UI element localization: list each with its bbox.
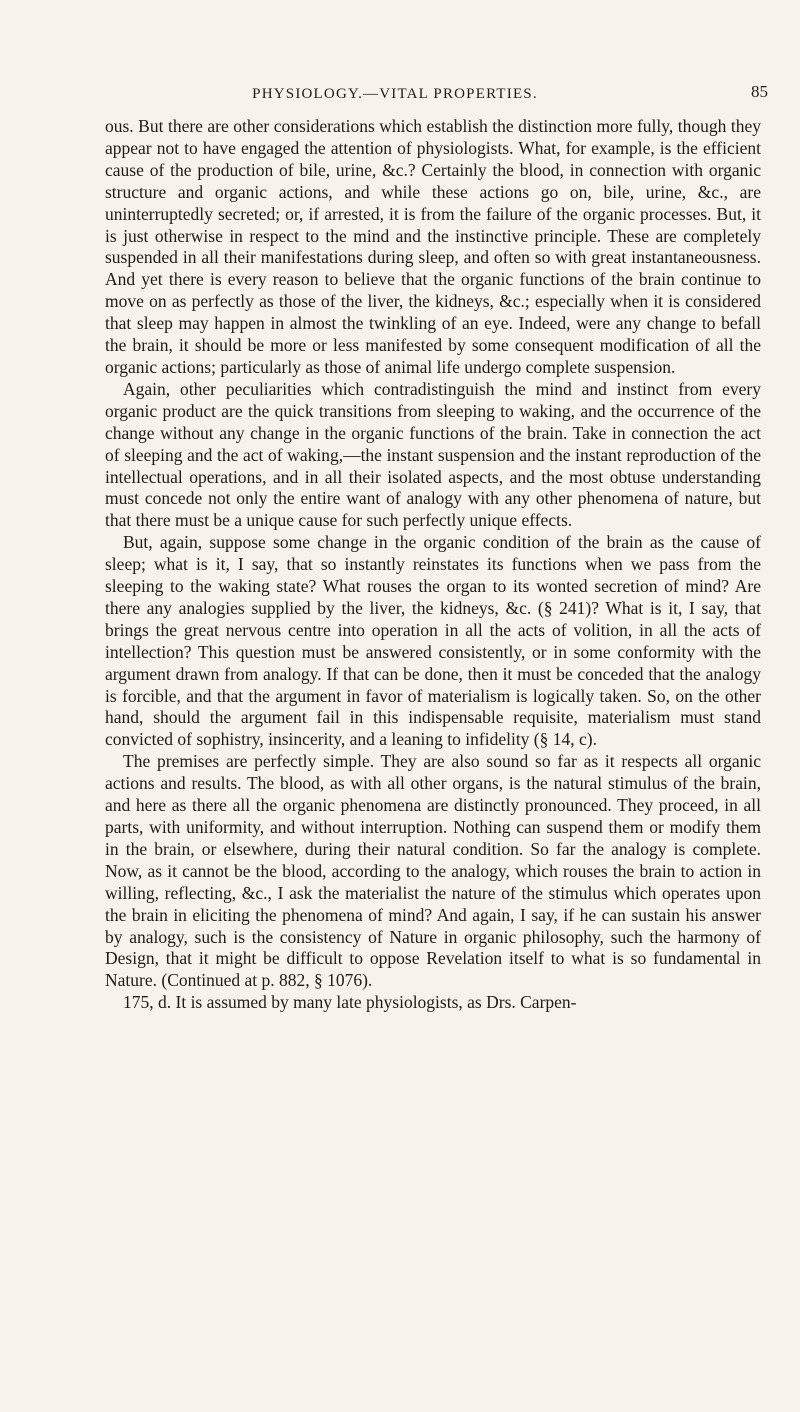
section-paragraph: 175, d. It is assumed by many late physiologists, as Drs. Carpen- bbox=[123, 992, 577, 1013]
page-number: 85 bbox=[751, 82, 768, 101]
paragraph: The premises are perfectly simple. They are also sound so far as it respects all organic actions and results. The blood, as with all other organs, is the natural stimulus of the brain, and here as there all the organic phenomena are distinctly pronounced. They proceed, in all parts, with uniformity, and without interruption. Nothing can suspend them or modify them in the brain, or elsewhere, during their natural condition. So far the analogy is complete. Now, as it cannot be the blood, according to the analogy, which rouses the brain to action in willing, reflecting, &c., I ask the materialist the nature of the stimulus which operates upon the brain in eliciting the phenomena of mind? And again, I say, if he can sustain his answer by analogy, such is the consistency of Nature in organic philosophy, such the harmony of Design, that it might be difficult to oppose Revelation itself to what is so fundamental in Nature. (Continued at p. 882, § 1076). bbox=[105, 751, 761, 991]
running-head: PHYSIOLOGY.—VITAL PROPERTIES. bbox=[252, 86, 538, 102]
body-text bbox=[105, 116, 761, 1014]
paragraph: Again, other peculiarities which contradistinguish the mind and instinct from every organic product are the quick transitions from sleeping to waking, and the occurrence of the change without any change in the organic functions of the brain. Take in connection the act of sleeping and the act of waking,—the instant suspension and the instant reproduction of the intellectual operations, and in all their isolated aspects, and the most obtuse understanding must concede not only the entire want of analogy with any other phenomena of nature, but that there must be a unique cause for such perfectly unique effects. bbox=[105, 378, 761, 531]
paragraph: But, again, suppose some change in the organic condition of the brain as the cause of sleep; what is it, I say, that so instantly reinstates its functions when we pass from the sleeping to the waking state? What rouses the organ to its wonted secretion of mind? Are there any analogies supplied by the liver, the kidneys, &c. (§ 241)? What is it, I say, that brings the great nervous centre into operation in all the acts of volition, in all the acts of intellection? This question must be answered consistently, or in some conformity with the argument drawn from analogy. If that can be done, then it must be conceded that the analogy is forcible, and that the argument in favor of materialism is logically taken. So, on the other hand, should the argument fail in this indispensable requisite, materialism must stand convicted of sophistry, insincerity, and a leaning to infidelity (§ 14, c). bbox=[105, 532, 761, 750]
paragraph: ous. But there are other considerations which establish the distinction more fully, though they appear not to have engaged the attention of physiologists. What, for example, is the efficient cause of the production of bile, urine, &c.? Certainly the blood, in connection with organic structure and organic actions, and while these actions go on, bile, urine, &c., are uninterruptedly secreted; or, if arrested, it is from the failure of the organic processes. But, it is just otherwise in respect to the mind and the instinctive principle. These are completely suspended in all their manifestations during sleep, and often so with great instantaneousness. And yet there is every reason to believe that the organic functions of the brain continue to move on as perfectly as those of the liver, the kidneys, &c.; especially when it is considered that sleep may happen in almost the twinkling of an eye. Indeed, were any change to befall the brain, it should be more or less manifested by some consequent modification of all the organic actions; particularly as those of animal life undergo complete suspension. bbox=[105, 116, 761, 377]
